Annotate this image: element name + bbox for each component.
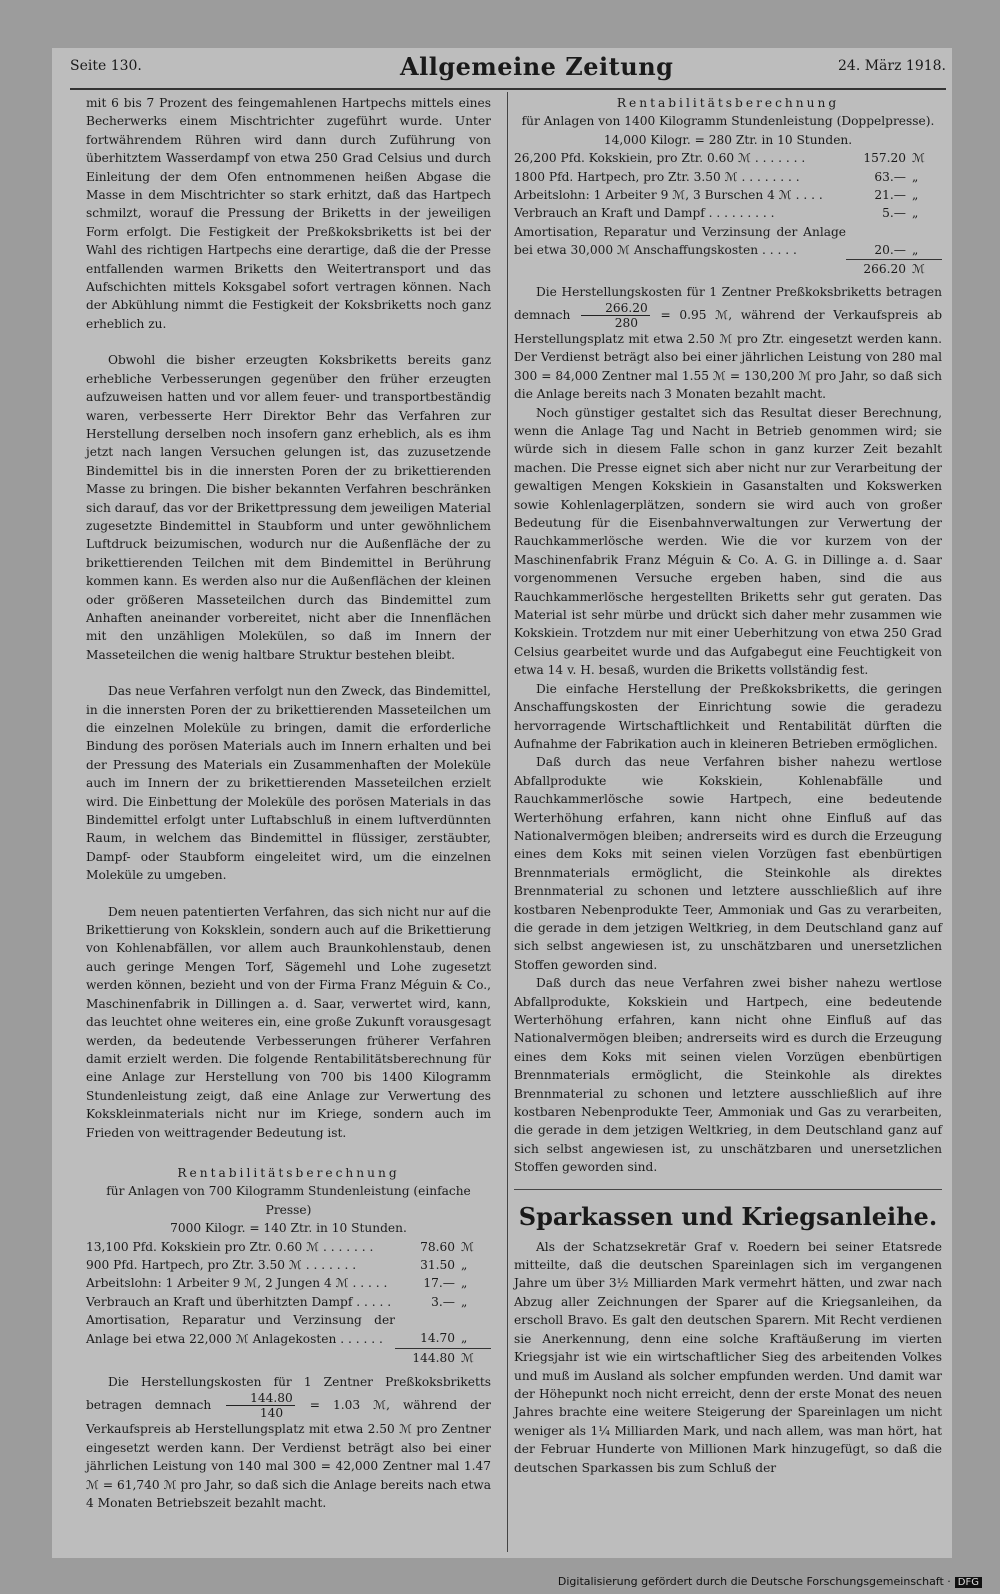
fraction-denominator: 280 [614, 315, 639, 330]
table-row [86, 1274, 491, 1292]
result-text: Die Herstellungskosten für 1 Zentner Preßkoksbriketts betragen demnach [86, 1374, 491, 1413]
calc-item: 1800 Pfd. Hartpech, pro Ztr. 3.50 ℳ . . . . . . . . [514, 169, 800, 184]
fraction-numerator: 266.20 [581, 301, 650, 316]
calc-subtitle: 7000 Kilogr. = 140 Ztr. in 10 Stunden. [170, 1221, 407, 1236]
paragraph: Obwohl die bisher erzeugten Koksbriketts bereits ganz erhebliche Verbesserungen gegenüber den früher erzeugten aufzuweisen hatten und vor allem feuer- und transportbeständig waren, verbesserte Herr Direktor Behr das Verfahren zur Herstellung derselben noch insofern ganz erheblich, als es ihm jetzt nach langen Versuchen gelungen ist, das zuzusetzende Bindemittel bis in die innersten Poren der zu brikettierenden Masse zu bringen. Die bisher bekannten Verfahren beschränken sich darauf, das vor der Brikettpressung dem jeweiligen Material zugesetzte Bindemittel in Staubform und unter gewöhnlichem Luftdruck beizumischen, wodurch nur die Außenfläche der zu brikettierenden Teilchen mit dem Bindemittel in Berührung kommen kann. Es werden also nur die Außenflächen der kleinen oder größeren Masseteilchen durch das Bindemittel zum Anhaften aneinander vorbereitet, nicht aber die Innenflächen mit den unzähligen Molekülen, so daß im Innern der Masseteilchen die wenig haltbare Struktur bestehen bleibt. [86, 353, 491, 662]
calc-item: 26,200 Pfd. Kokskiein, pro Ztr. 0.60 ℳ . . . . . . . [514, 151, 806, 166]
paragraph: Als der Schatzsekretär Graf v. Roedern bei seiner Etatsrede mitteilte, daß die deutschen Spareinlagen sich im vergangenen Jahre um über 3½ Milliarden Mark vermehrt hätten, und zwar nach Abzug aller Zeichnungen der Sparer auf die Kriegsanleihen, da erscholl Bravo. Es galt den deutschen Sparern. Mit Recht verdienen sie Anerkennung, denn eine solche Kraftäußerung im vierten Kriegsjahr ist wie ein wirtschaftlicher Sieg des arbeitenden Volkes und muß im Ausland als solcher empfunden werden. Und damit war der Höhepunkt noch nicht erreicht, denn der erste Monat des neuen Jahres brachte eine weitere Steigerung der Spareinlagen um nicht weniger als 1¼ Milliarden Mark, und nach allem, was man hört, hat der Februar Hunderte von Millionen Mark hinzugefügt, so daß die deutschen Sparkassen bis zum Schluß der [514, 1239, 942, 1475]
article-headline: Sparkassen und Kriegsanleihe. [518, 1201, 938, 1231]
calc-amount: 21.— [874, 188, 906, 203]
page-header [70, 52, 946, 86]
credit-text: Digitalisierung gefördert durch die Deutsche Forschungsgemeinschaft · [557, 1575, 951, 1588]
table-row [514, 260, 942, 279]
paragraph: Noch günstiger gestaltet sich das Resultat dieser Berechnung, wenn die Anlage Tag und Nacht in Betrieb genommen wird; sie würde sich in diesem Falle schon in ganz kurzer Zeit bezahlt machen. Die Presse eignet sich aber nicht nur zur Verarbeitung der gewaltigen Mengen Kokskiein in Gasanstalten und Kokswerken sowie Kohlenlagerplätzen, sondern sie wird auch von großer Bedeutung für die Eisenbahnverwaltungen zur Verwertung der Rauchkammerlösche werden. Wie die vor kurzem von der Maschinenfabrik Franz Méguin & Co. A. G. in Dillinge a. d. Saar vorgenommenen Versuche ergeben haben, sind die aus Rauchkammerlösche hergestellten Briketts sehr gut geraten. Das Material ist sehr mürbe und drückt sich daher mehr zusammen wie Kokskiein. Trotzdem nur mit einer Ueberhitzung von etwa 250 Grad Celsius gearbeitet wurde und das Aufgabegut eine Feuchtigkeit von etwa 14 v. H. besaß, wurden die Briketts vollständig fest. [514, 405, 942, 678]
paragraph: Dem neuen patentierten Verfahren, das sich nicht nur auf die Brikettierung von Koksklein, sondern auch auf die Brikettierung von Kohlenabfällen, vor allem auch Braunkohlenstaub, denen auch geringe Mengen Torf, Sägemehl und Lohe zugesetzt werden können, bezieht und von der Firma Franz Méguin & Co., Maschinenfabrik in Dillingen a. d. Saar, verwertet wird, kann, das leuchtet ohne weiteres ein, eine große Zukunft vorausgesagt werden, da bedeutende Verbesserungen früherer Verfahren damit erzielt werden. Die folgende Rentabilitätsberechnung für eine Anlage zur Herstellung von 700 bis 1400 Kilogramm Stundenleistung zeigt, daß eine Anlage zur Verwertung des Kokskleinmaterials nicht nur im Kriege, sondern auch im Frieden von weittragender Bedeutung ist. [86, 904, 491, 1140]
header-rule [70, 88, 946, 90]
digitization-credit [558, 1575, 982, 1588]
calc-item: Amortisation, Reparatur und Verzinsung der Anlage bei etwa 30,000 ℳ Anschaffungskosten . . . . . [514, 224, 846, 258]
calc-table [86, 1238, 491, 1367]
table-row [86, 1256, 491, 1274]
calc-unit: „ [912, 242, 919, 257]
newspaper-title: Allgemeine Zeitung [400, 52, 674, 81]
calc-result [86, 1373, 491, 1512]
calc-amount: 78.60 [420, 1239, 455, 1254]
calc-unit: ℳ [906, 260, 942, 279]
calc-subtitle: für Anlagen von 700 Kilogramm Stundenleistung (einfache Presse) [106, 1184, 471, 1217]
calc-unit: ℳ [461, 1239, 475, 1254]
table-row [514, 149, 942, 167]
table-row [86, 1238, 491, 1256]
paragraph: Die einfache Herstellung der Preßkoksbriketts, die geringen Anschaffungskosten der Einrichtung sowie die geradezu hervorragende Wirtschaftlichkeit und Rentabilität dürften die Aufnahme der Fabrikation auch in kleineren Betrieben ermöglichen. [514, 681, 942, 751]
calc-amount: 31.50 [420, 1257, 455, 1272]
calc-item: Verbrauch an Kraft und überhitzten Dampf . . . . . [86, 1294, 392, 1309]
calc-unit: ℳ [912, 151, 926, 166]
calc-unit: „ [461, 1294, 468, 1309]
calc-amount: 20.— [874, 242, 906, 257]
calc-unit: „ [461, 1257, 468, 1272]
issue-date: 24. März 1918. [838, 58, 946, 74]
calc-total: 144.80 [395, 1348, 455, 1367]
calc-title: Rentabilitätsberechnung [616, 96, 840, 110]
result-text: Die Herstellungskosten für 1 Zentner Preßkoksbriketts betragen demnach [514, 284, 942, 322]
calc-item: Amortisation, Reparatur und Verzinsung der Anlage bei etwa 22,000 ℳ Anlagekosten . . . . . . [86, 1313, 395, 1346]
calc-amount: 5.— [882, 206, 906, 221]
paragraph: Das neue Verfahren verfolgt nun den Zweck, das Bindemittel, in die innersten Poren der zu brikettierenden Masseteilchen um die einzelnen Moleküle zu bringen, damit die erforderliche Bindung des porösen Materials auch im Innern erhalten und bei der Pressung des Materials ein Zusammenhaften der Moleküle auch im Innern der zu brikettierenden Masseteilchen erzielt wird. Die Einbettung der Moleküle des porösen Materials in das Bindemittel erfolgt unter Luftabschluß in einem luftverdünnten Raum, in welchem das Bindemittel in flüssiger, zerstäubter, Dampf- oder Staubform eingeleitet wird, um die einzelnen Moleküle zu umgeben. [86, 684, 491, 883]
calc-unit: „ [912, 169, 919, 184]
calc-item: Verbrauch an Kraft und Dampf . . . . . . . . . [514, 206, 775, 221]
result-text: = 1.03 ℳ, während der Verkaufspreis ab Herstellungsplatz mit etwa 2.50 ℳ pro Zentner eingesetzt werden kann. Der Verdienst beträgt also bei einer jährlichen Leistung von 140 mal 300 = 42,000 Zentner mal 1.47 ℳ = 61,740 ℳ pro Jahr, so daß sich die Anlage bereits nach etwa 4 Monaten Betriebszeit bezahlt macht. [86, 1398, 491, 1510]
calc-item: Arbeitslohn: 1 Arbeiter 9 ℳ, 2 Jungen 4 ℳ . . . . . [86, 1276, 388, 1291]
calc-amount: 14.70 [420, 1331, 455, 1346]
fraction [226, 1391, 295, 1420]
calc-item: Arbeitslohn: 1 Arbeiter 9 ℳ, 3 Burschen 4 ℳ . . . . [514, 188, 823, 203]
table-row [514, 186, 942, 204]
paragraph: mit 6 bis 7 Prozent des feingemahlenen Hartpechs mittels eines Becherwerks einem Mischtrichter zugeführt wurde. Unter fortwährendem Rühren wird dann durch Zuführung von überhitztem Wasserdampf von etwa 250 Grad Celsius und durch Einleitung der dem Ofen entnommenen heißen Abgase die Masse in dem Mischtrichter so stark erhitzt, daß das Hartpech schmilzt, worauf die Pressung der Briketts in der jeweiligen Form erfolgt. Die Festigkeit der Preßkoksbriketts ist bei der Wahl des richtigen Hartpechs eine derartige, daß die der Presse entfallenden warmen Briketts den Weitertransport und das Aufschichten mittels Koksgabel sofort vertragen können. Nach der Abkühlung nimmt die Festigkeit der Koksbriketts noch ganz erheblich zu. [86, 96, 491, 331]
calc-result [514, 283, 942, 404]
page-number: Seite 130. [70, 58, 142, 74]
dfg-logo: DFG [955, 1577, 982, 1588]
table-row [514, 223, 942, 260]
left-column [86, 94, 491, 1512]
table-row [514, 204, 942, 222]
calc-unit: „ [912, 188, 919, 203]
table-row [86, 1293, 491, 1311]
paragraph: Daß durch das neue Verfahren bisher nahezu wertlose Abfallprodukte wie Kokskiein, Kohlenabfälle und Rauchkammerlösche sowie Hartpech, eine bedeutende Werterhöhung erfahren, kann nicht ohne Einfluß auf das Nationalvermögen bleiben; andrerseits wird es durch die Erzeugung eines dem Koks mit seinen vielen Vorzügen fast ebenbürtigen Brennmaterials ermöglicht, die Steinkohle als direktes Brennmaterial zu schonen und letztere ausschließlich auf ihre kostbaren Nebenprodukte Teer, Ammoniak und Gas zu verarbeiten, die gerade in dem jetzigen Weltkrieg, in dem Deutschland ganz auf sich selbst angewiesen ist, zu unschätzbaren und unersetzlichen Stoffen geworden sind. [514, 755, 942, 972]
calc-table [514, 149, 942, 278]
calc-amount: 3.— [431, 1294, 455, 1309]
result-text: = 0.95 ℳ, während der Verkaufspreis ab Herstellungsplatz mit etwa 2.50 ℳ pro Ztr. eingesetzt werden kann. Der Verdienst beträgt also bei einer jährlichen Leistung von 280 mal 300 = 84,000 Zentner mal 1.55 ℳ = 130,200 ℳ pro Jahr, so daß sich die Anlage bereits nach 3 Monaten bezahlt macht. [514, 307, 943, 402]
calc-subtitle: 14,000 Kilogr. = 280 Ztr. in 10 Stunden. [603, 132, 853, 147]
calc-amount: 63.— [874, 169, 906, 184]
calc-unit: ℳ [455, 1348, 491, 1367]
fraction-numerator: 144.80 [226, 1391, 295, 1406]
paragraph: Daß durch das neue Verfahren zwei bisher nahezu wertlose Abfallprodukte, Kokskiein und Hartpech, eine bedeutende Werterhöhung erfahren, kann nicht ohne Einfluß auf das Nationalvermögen bleiben; andrerseits wird es durch die Erzeugung eines dem Koks mit seinen vielen Vorzügen ebenbürtigen Brennmaterials ermöglicht, die Steinkohle als direktes Brennmaterial zu schonen und letztere ausschließlich auf ihre kostbaren Nebenprodukte Teer, Ammoniak und Gas zu verarbeiten, die gerade in dem jetzigen Weltkrieg, in dem Deutschland ganz auf sich selbst angewiesen ist, zu unschätzbaren und unersetzlichen Stoffen geworden sind. [514, 976, 942, 1175]
calc-amount: 17.— [423, 1276, 455, 1291]
calc-unit: „ [461, 1331, 468, 1346]
calc-item: 13,100 Pfd. Kokskiein pro Ztr. 0.60 ℳ . . . . . . . [86, 1239, 374, 1254]
table-row [514, 168, 942, 186]
table-row [86, 1348, 491, 1367]
fraction [581, 301, 650, 330]
table-row [86, 1311, 491, 1348]
fraction-denominator: 140 [259, 1406, 284, 1421]
calc-unit: „ [461, 1276, 468, 1291]
calc-unit: „ [912, 206, 919, 221]
calc-amount: 157.20 [863, 151, 906, 166]
calc-subtitle: für Anlagen von 1400 Kilogramm Stundenleistung (Doppelpresse). [521, 114, 935, 129]
column-divider [507, 92, 508, 1552]
right-column [514, 94, 942, 1477]
calc-total: 266.20 [846, 260, 906, 279]
article-separator [514, 1189, 942, 1190]
calc-title: Rentabilitätsberechnung [177, 1165, 400, 1180]
calc-item: 900 Pfd. Hartpech, pro Ztr. 3.50 ℳ . . . . . . . [86, 1257, 357, 1272]
